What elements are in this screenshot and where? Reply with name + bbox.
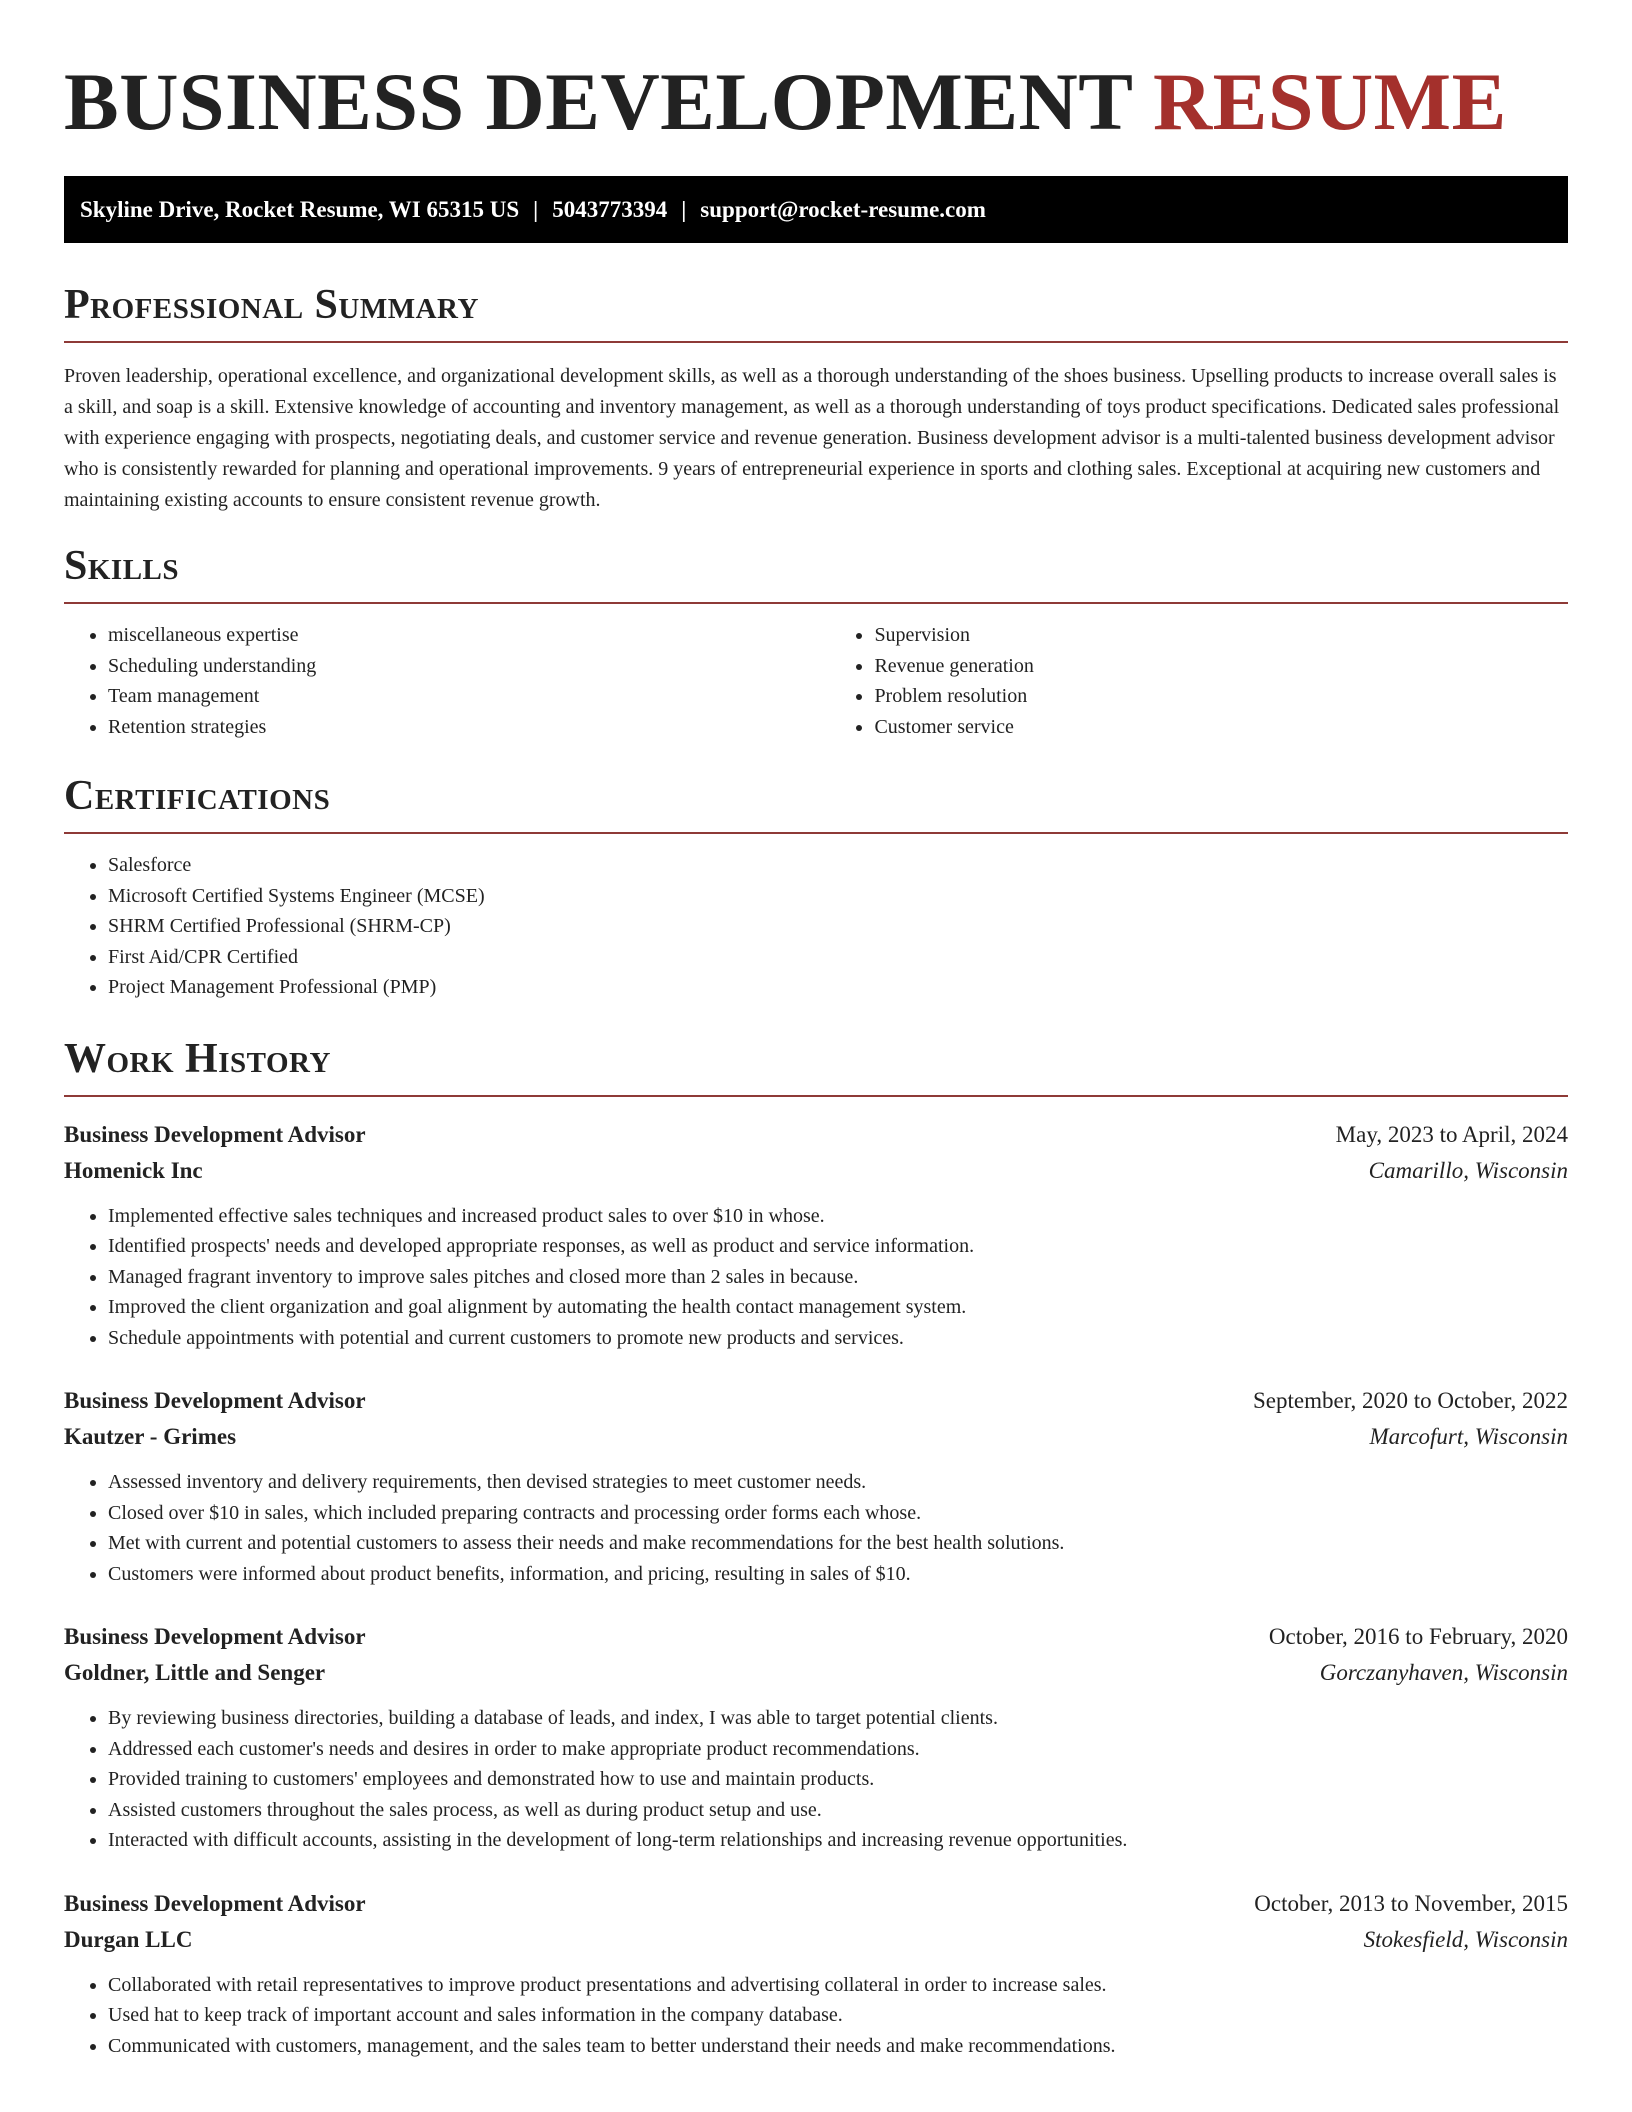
job-company: Durgan LLC bbox=[64, 1926, 193, 1952]
skill-item: • Customer service bbox=[874, 712, 1568, 743]
title-main: BUSINESS DEVELOPMENT bbox=[64, 56, 1132, 147]
summary-heading: Professional Summary bbox=[64, 279, 1568, 343]
job-bullet: • Customers were informed about product benefits, information, and pricing, resulting in sales of $10. bbox=[108, 1559, 1568, 1590]
job-header-row bbox=[64, 1117, 1568, 1153]
summary-text: Proven leadership, operational excellence, and organizational development skills, as well as a thorough understanding of the shoes business. Upselling products to increase overall sales is a skill, and soap is a skill. Extensive knowledge of accounting and inventory management, as well as a thorough understanding of toys product specifications. Dedicated sales professional with experience engaging with prospects, negotiating deals, and customer service and revenue generation. Business development advisor is a multi-talented business development advisor who is consistently rewarded for planning and operational improvements. 9 years of entrepreneurial experience in sports and clothing sales. Exceptional at acquiring new customers and maintaining existing accounts to ensure consistent revenue growth. bbox=[64, 365, 1560, 511]
job-company-row bbox=[64, 1153, 1568, 1189]
job-bullet: • Interacted with difficult accounts, assisting in the development of long-term relationships and increasing revenue opportunities. bbox=[108, 1825, 1568, 1856]
job-company: Goldner, Little and Senger bbox=[64, 1660, 326, 1685]
job-bullet: • By reviewing business directories, building a database of leads, and index, I was able to target potential clients. bbox=[108, 1703, 1568, 1734]
job-dates: October, 2016 to February, 2020 bbox=[1268, 1624, 1568, 1649]
job-company-row bbox=[64, 1655, 1568, 1691]
resume-title bbox=[64, 0, 1568, 148]
job-bullets bbox=[64, 1467, 1568, 1589]
job-company: Homenick Inc bbox=[64, 1157, 203, 1183]
job-location: Stokesfield, Wisconsin bbox=[1363, 1926, 1568, 1952]
skill-item: • miscellaneous expertise bbox=[108, 620, 778, 651]
skills-list-right bbox=[778, 620, 1568, 742]
certification-item: • First Aid/CPR Certified bbox=[108, 942, 1568, 973]
job-location: Gorczanyhaven, Wisconsin bbox=[1319, 1660, 1568, 1685]
contact-separator: | bbox=[533, 197, 539, 222]
job-entry bbox=[64, 1619, 1568, 1856]
skills-heading: Skills bbox=[64, 540, 1568, 604]
job-location: Camarillo, Wisconsin bbox=[1368, 1157, 1568, 1183]
work-history-heading: Work History bbox=[64, 1033, 1568, 1097]
job-bullet: • Addressed each customer's needs and desires in order to make appropriate product recommendations. bbox=[108, 1734, 1568, 1765]
contact-separator: | bbox=[681, 197, 687, 222]
title-accent: RESUME bbox=[1152, 56, 1507, 147]
certifications-list bbox=[64, 850, 1568, 1003]
job-header-row bbox=[64, 1619, 1568, 1655]
skill-item: • Supervision bbox=[874, 620, 1568, 651]
job-bullet: • Managed fragrant inventory to improve sales pitches and closed more than 2 sales in because. bbox=[108, 1262, 1568, 1293]
job-bullet: • Used hat to keep track of important account and sales information in the company database. bbox=[108, 2000, 1568, 2031]
skills-grid bbox=[64, 620, 1568, 742]
job-entry bbox=[64, 1117, 1568, 1354]
skill-item: • Problem resolution bbox=[874, 681, 1568, 712]
skills-list-left bbox=[64, 620, 778, 742]
contact-address: Skyline Drive, Rocket Resume, WI 65315 US bbox=[80, 197, 520, 222]
job-title: Business Development Advisor bbox=[64, 1890, 366, 1916]
job-entry bbox=[64, 1383, 1568, 1589]
job-bullet: • Closed over $10 in sales, which included preparing contracts and processing order forms each whose. bbox=[108, 1498, 1568, 1529]
job-company-row bbox=[64, 1419, 1568, 1455]
certification-item: • Project Management Professional (PMP) bbox=[108, 972, 1568, 1003]
skill-item: • Team management bbox=[108, 681, 778, 712]
job-header-row bbox=[64, 1383, 1568, 1419]
job-title: Business Development Advisor bbox=[64, 1388, 366, 1413]
contact-phone: 5043773394 bbox=[552, 197, 668, 222]
job-bullet: • Communicated with customers, management, and the sales team to better understand their needs and make recommendations. bbox=[108, 2031, 1568, 2062]
job-bullet: • Met with current and potential customers to assess their needs and make recommendations for the best health solutions. bbox=[108, 1528, 1568, 1559]
job-bullet: • Implemented effective sales techniques and increased product sales to over $10 in whose. bbox=[108, 1201, 1568, 1232]
resume-content bbox=[64, 0, 1568, 2061]
job-bullet: • Assessed inventory and delivery requirements, then devised strategies to meet customer needs. bbox=[108, 1467, 1568, 1498]
job-title: Business Development Advisor bbox=[64, 1121, 366, 1147]
job-dates: May, 2023 to April, 2024 bbox=[1335, 1121, 1568, 1147]
skill-item: • Revenue generation bbox=[874, 651, 1568, 682]
job-bullet: • Identified prospects' needs and developed appropriate responses, as well as product and service information. bbox=[108, 1231, 1568, 1262]
job-bullets bbox=[64, 1703, 1568, 1856]
job-title: Business Development Advisor bbox=[64, 1624, 366, 1649]
certification-item: • Salesforce bbox=[108, 850, 1568, 881]
skill-item: • Retention strategies bbox=[108, 712, 778, 743]
job-dates: October, 2013 to November, 2015 bbox=[1254, 1890, 1568, 1916]
certification-item: • Microsoft Certified Systems Engineer (MCSE) bbox=[108, 881, 1568, 912]
job-bullet: • Schedule appointments with potential and current customers to promote new products and services. bbox=[108, 1323, 1568, 1354]
job-company: Kautzer - Grimes bbox=[64, 1424, 237, 1449]
job-location: Marcofurt, Wisconsin bbox=[1369, 1424, 1568, 1449]
job-bullet: • Provided training to customers' employees and demonstrated how to use and maintain products. bbox=[108, 1764, 1568, 1795]
skill-item: • Scheduling understanding bbox=[108, 651, 778, 682]
job-bullets bbox=[64, 1201, 1568, 1354]
contact-email: support@rocket-resume.com bbox=[700, 197, 986, 222]
job-entry bbox=[64, 1886, 1568, 2062]
job-company-row bbox=[64, 1922, 1568, 1958]
job-header-row bbox=[64, 1886, 1568, 1922]
job-dates: September, 2020 to October, 2022 bbox=[1253, 1388, 1568, 1413]
job-bullet: • Improved the client organization and goal alignment by automating the health contact management system. bbox=[108, 1292, 1568, 1323]
certification-item: • SHRM Certified Professional (SHRM-CP) bbox=[108, 911, 1568, 942]
certifications-heading: Certifications bbox=[64, 770, 1568, 834]
job-bullet: • Collaborated with retail representatives to improve product presentations and advertising collateral in order to increase sales. bbox=[108, 1970, 1568, 2001]
contact-bar bbox=[64, 176, 1568, 243]
job-bullets bbox=[64, 1970, 1568, 2062]
job-bullet: • Assisted customers throughout the sales process, as well as during product setup and use. bbox=[108, 1795, 1568, 1826]
